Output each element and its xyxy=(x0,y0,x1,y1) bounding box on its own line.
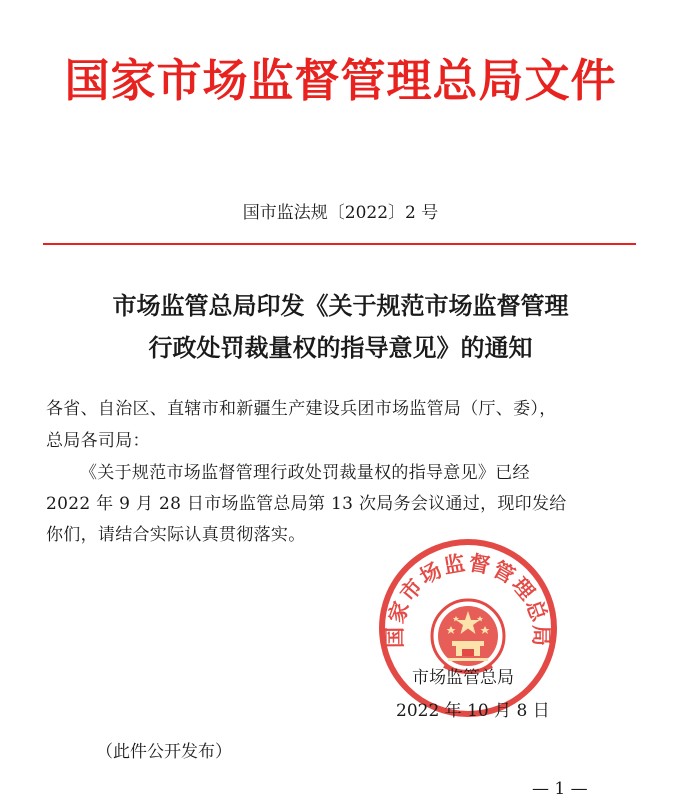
recipients-line-1: 各省、自治区、直辖市和新疆生产建设兵团市场监管局（厅、委）， xyxy=(46,399,557,419)
signature-organization: 市场监管总局 xyxy=(412,668,514,688)
national-emblem-icon xyxy=(432,600,504,672)
notice-title-line-2: 行政处罚裁量权的指导意见》的通知 xyxy=(148,334,533,362)
red-separator-line xyxy=(43,243,636,245)
page-number: — 1 — xyxy=(532,779,588,799)
notice-title-line-1: 市场监管总局印发《关于规范市场监督管理 xyxy=(112,292,569,320)
body-paragraph-line-3: 你们，请结合实际认真贯彻落实。 xyxy=(46,525,306,545)
letterhead-title: 国家市场监督管理总局文件 xyxy=(64,54,617,107)
signature-date: 2022 年 10 月 8 日 xyxy=(396,701,550,721)
body-paragraph-line-2: 2022 年 9 月 28 日市场监管总局第 13 次局务会议通过，现印发给 xyxy=(46,494,567,514)
recipients-line-2: 总局各司局： xyxy=(46,431,150,451)
publish-note: （此件公开发布） xyxy=(96,742,232,762)
document-number: 国市监法规〔2022〕2 号 xyxy=(242,203,439,223)
body-paragraph-line-1: 《关于规范市场监督管理行政处罚裁量权的指导意见》已经 xyxy=(80,463,530,483)
official-seal-icon xyxy=(378,538,558,718)
seal-text: 国家市场监督管理总局 xyxy=(382,550,554,649)
